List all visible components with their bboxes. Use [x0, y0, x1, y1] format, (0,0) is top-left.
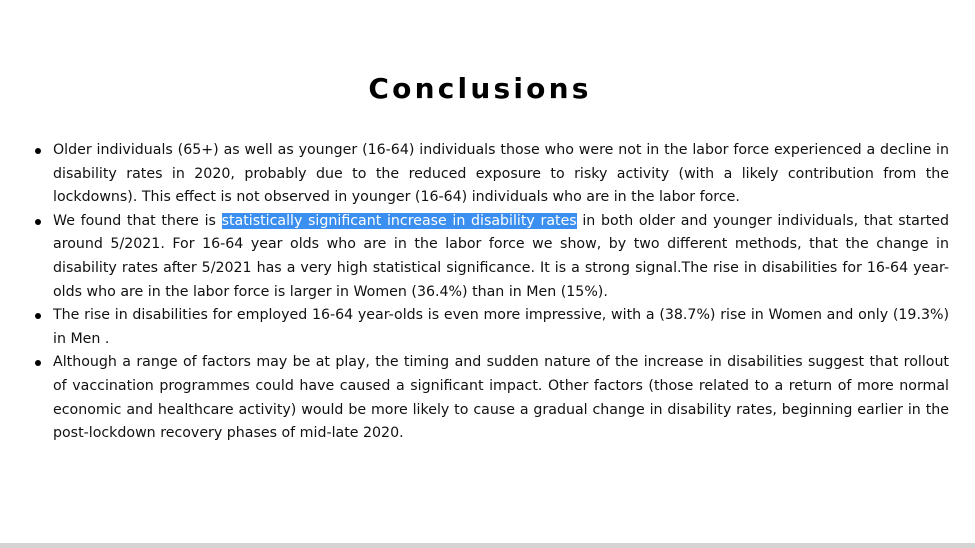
- list-item: [53, 139, 949, 210]
- bullet-text-before[interactable]: We found that there is: [53, 212, 222, 229]
- list-item: [53, 210, 949, 304]
- selected-text-highlight[interactable]: statistically significant increase in disability rates: [221, 212, 577, 229]
- bullet-text-after[interactable]: in both older and younger individuals, that started around 5/2021. For 16-64 year olds who are in the labor force we show, by two different methods, that the change in disability rates after 5/2021 has a very high statistical significance. It is a strong signal.The rise in disabilities for 16-64 year-olds who are in the labor force is larger in Women (36.4%) than in Men (15%).: [53, 212, 949, 300]
- bullet-text[interactable]: The rise in disabilities for employed 16-64 year-olds is even more impressive, with a (38.7%) rise in Women and only (19.3%) in Men .: [53, 307, 949, 347]
- page-title: Conclusions: [368, 72, 592, 105]
- conclusions-list: [53, 139, 949, 446]
- list-item: [53, 351, 949, 445]
- bottom-scroll-edge: [0, 543, 975, 548]
- list-item: [53, 304, 949, 351]
- bullet-text[interactable]: Older individuals (65+) as well as younger (16-64) individuals those who were not in the labor force experienced a decline in disability rates in 2020, probably due to the reduced exposure to risky activity (with a likely contribution from the lockdowns). This effect is not observed in younger (16-64) individuals who are in the labor force.: [53, 142, 949, 206]
- bullet-text[interactable]: Although a range of factors may be at play, the timing and sudden nature of the increase in disabilities suggest that rollout of vaccination programmes could have caused a significant impact. Other factors (those related to a return of more normal economic and healthcare activity) would be more likely to cause a gradual change in disability rates, beginning earlier in the post-lockdown recovery phases of mid-late 2020.: [53, 354, 949, 442]
